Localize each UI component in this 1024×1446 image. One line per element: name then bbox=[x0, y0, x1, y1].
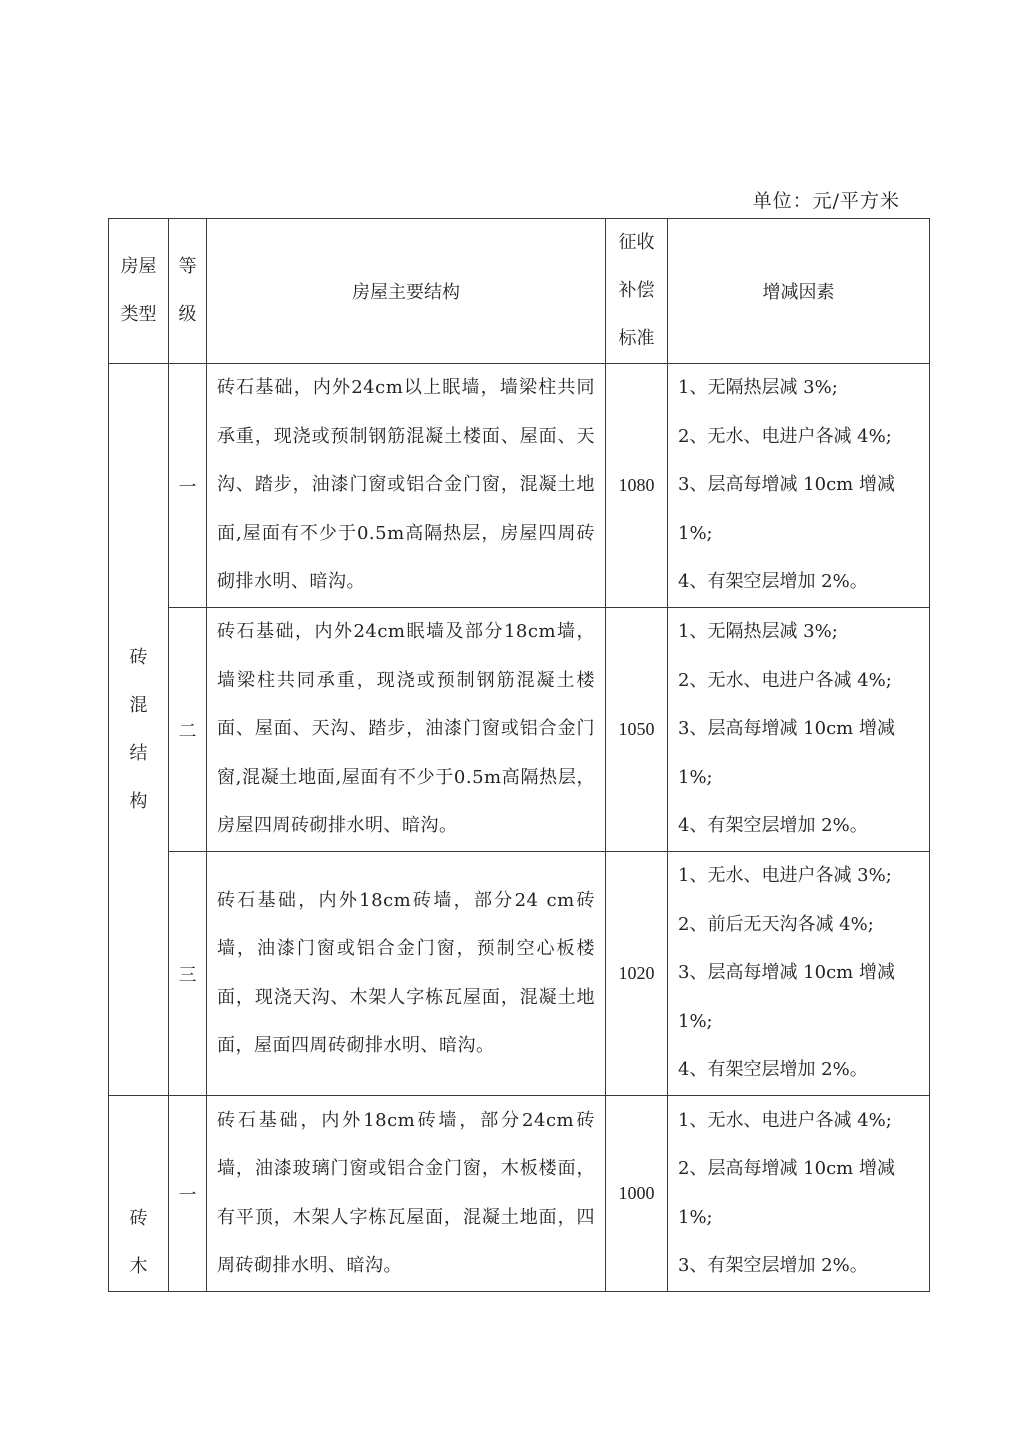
factor-item: 2、前后无天沟各减 4%; bbox=[678, 913, 874, 935]
factor-item: 4、有架空层增加 2%。 bbox=[678, 815, 868, 837]
type-cell-brick-concrete: 砖混结构 bbox=[109, 364, 169, 1096]
factor-item: 2、无水、电进户各减 4%; bbox=[678, 669, 892, 691]
price-cell: 1000 bbox=[606, 1096, 668, 1292]
structure-cell: 砖石基础，内外18cm砖墙，部分24cm砖墙，油漆玻璃门窗或铝合金门窗，木板楼面，有平顶，木架人字栋瓦屋面，混凝土地面，四周砖砌排水明、暗沟。 bbox=[207, 1096, 606, 1292]
factor-item: 1、无隔热层减 3%; bbox=[678, 377, 838, 399]
factors-cell bbox=[668, 852, 930, 1096]
factor-item-continuation: 1%; bbox=[678, 766, 713, 788]
factor-item: 3、层高每增减 10cm 增减 bbox=[678, 474, 895, 496]
header-structure: 房屋主要结构 bbox=[207, 219, 606, 364]
factor-item: 1、无水、电进户各减 3%; bbox=[678, 865, 892, 887]
factor-item: 1、无水、电进户各减 4%; bbox=[678, 1109, 892, 1131]
grade-cell: 三 bbox=[169, 852, 207, 1096]
table-row bbox=[109, 364, 930, 608]
unit-label: 单位：元/平方米 bbox=[752, 190, 900, 212]
factor-item-continuation: 1%; bbox=[678, 522, 713, 544]
header-type: 房屋类型 bbox=[109, 219, 169, 364]
price-cell: 1050 bbox=[606, 608, 668, 852]
price-cell: 1080 bbox=[606, 364, 668, 608]
factor-item: 4、有架空层增加 2%。 bbox=[678, 1059, 868, 1081]
factor-item: 3、有架空层增加 2%。 bbox=[678, 1255, 868, 1276]
factors-cell bbox=[668, 1096, 930, 1292]
price-cell: 1020 bbox=[606, 852, 668, 1096]
table-row bbox=[109, 1096, 930, 1292]
structure-cell: 砖石基础，内外24cm以上眠墙，墙梁柱共同承重，现浇或预制钢筋混凝土楼面、屋面、天沟、踏步，油漆门窗或铝合金门窗，混凝土地面,屋面有不少于0.5m高隔热层，房屋四周砖砌排水明、暗沟。 bbox=[207, 364, 606, 608]
grade-cell: 二 bbox=[169, 608, 207, 852]
structure-cell: 砖石基础，内外24cm眠墙及部分18cm墙，墙梁柱共同承重，现浇或预制钢筋混凝土楼面、屋面、天沟、踏步，油漆门窗或铝合金门窗,混凝土地面,屋面有不少于0.5m高隔热层，房屋四周砖砌排水明、暗沟。 bbox=[207, 608, 606, 852]
factor-item: 3、层高每增减 10cm 增减 bbox=[678, 962, 895, 984]
factor-item: 1、无隔热层减 3%; bbox=[678, 621, 838, 643]
factor-item-continuation: 1%; bbox=[678, 1206, 713, 1228]
grade-cell: 一 bbox=[169, 1096, 207, 1292]
grade-cell: 一 bbox=[169, 364, 207, 608]
factor-item: 2、层高每增减 10cm 增减 bbox=[678, 1158, 895, 1179]
factor-item: 2、无水、电进户各减 4%; bbox=[678, 425, 892, 447]
factors-cell bbox=[668, 364, 930, 608]
factor-item: 4、有架空层增加 2%。 bbox=[678, 571, 868, 593]
header-standard: 征收补偿标准 bbox=[606, 219, 668, 364]
structure-cell: 砖石基础，内外18cm砖墙，部分24 cm砖墙，油漆门窗或铝合金门窗，预制空心板楼面，现浇天沟、木架人字栋瓦屋面，混凝土地面，屋面四周砖砌排水明、暗沟。 bbox=[207, 852, 606, 1096]
header-factors: 增减因素 bbox=[668, 219, 930, 364]
factor-item-continuation: 1%; bbox=[678, 1010, 713, 1032]
factor-item: 3、层高每增减 10cm 增减 bbox=[678, 718, 895, 740]
table-row bbox=[109, 608, 930, 852]
header-grade: 等级 bbox=[169, 219, 207, 364]
table-header-row bbox=[109, 219, 930, 364]
type-cell-brick-wood: 砖木 bbox=[109, 1096, 169, 1292]
table-row bbox=[109, 852, 930, 1096]
compensation-table bbox=[108, 218, 930, 1292]
factors-cell bbox=[668, 608, 930, 852]
